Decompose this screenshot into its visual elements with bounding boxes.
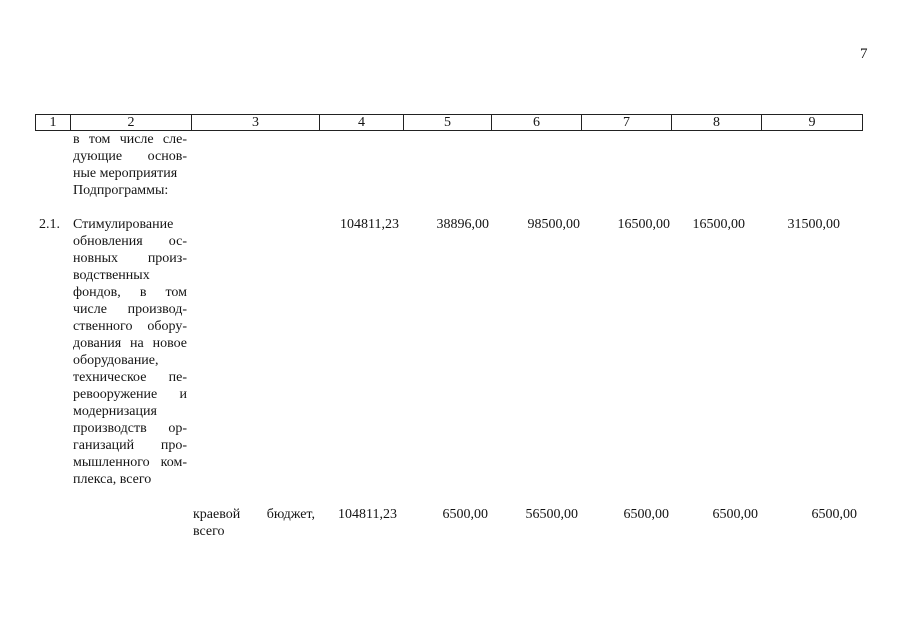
header-col-2: 2: [71, 115, 192, 131]
row-index: 2.1.: [39, 217, 60, 232]
description-line: плекса, всего: [73, 472, 152, 487]
value-col-8: 16500,00: [692, 217, 745, 232]
header-col-6: 6: [492, 115, 582, 131]
header-col-7: 7: [582, 115, 672, 131]
description-line: новных произ-: [73, 251, 187, 266]
budget-source-line1: краевой бюджет,: [193, 507, 315, 522]
value-col-4: 104811,23: [340, 217, 399, 232]
description-line: Стимулирование: [73, 217, 174, 232]
description-line: производств ор-: [73, 421, 187, 436]
description-line: ревооружение и: [73, 387, 187, 402]
description-line: ственного обору-: [73, 319, 187, 334]
intro-line: в том числе сле-: [73, 132, 187, 147]
description-line: модернизация: [73, 404, 157, 419]
intro-line: ные мероприятия: [73, 166, 178, 181]
budget-value-col-8: 6500,00: [712, 507, 758, 522]
header-col-1: 1: [36, 115, 71, 131]
intro-line: дующие основ-: [73, 149, 187, 164]
header-col-9: 9: [762, 115, 863, 131]
description-line: обновления ос-: [73, 234, 187, 249]
budget-value-col-4: 104811,23: [338, 507, 397, 522]
intro-text: [73, 131, 187, 199]
header-col-8: 8: [672, 115, 762, 131]
header-col-5: 5: [404, 115, 492, 131]
budget-source: [193, 506, 315, 540]
budget-value-col-5: 6500,00: [442, 507, 488, 522]
value-col-5: 38896,00: [436, 217, 489, 232]
description-line: дования на новое: [73, 336, 187, 351]
value-col-9: 31500,00: [787, 217, 840, 232]
row-description: [73, 216, 187, 488]
budget-value-col-9: 6500,00: [811, 507, 857, 522]
description-line: ганизаций про-: [73, 438, 187, 453]
column-number-header: [35, 114, 863, 131]
budget-value-col-7: 6500,00: [623, 507, 669, 522]
description-line: оборудование,: [73, 353, 159, 368]
description-line: водственных: [73, 268, 150, 283]
page-number: 7: [860, 46, 868, 62]
header-col-4: 4: [320, 115, 404, 131]
value-col-7: 16500,00: [617, 217, 670, 232]
description-line: числе производ-: [73, 302, 187, 317]
description-line: фондов, в том: [73, 285, 187, 300]
description-line: техническое пе-: [73, 370, 187, 385]
intro-line: Подпрограммы:: [73, 183, 169, 198]
budget-value-col-6: 56500,00: [525, 507, 578, 522]
value-col-6: 98500,00: [527, 217, 580, 232]
budget-source-line2: всего: [193, 524, 225, 539]
description-line: мышленного ком-: [73, 455, 187, 470]
header-col-3: 3: [192, 115, 320, 131]
